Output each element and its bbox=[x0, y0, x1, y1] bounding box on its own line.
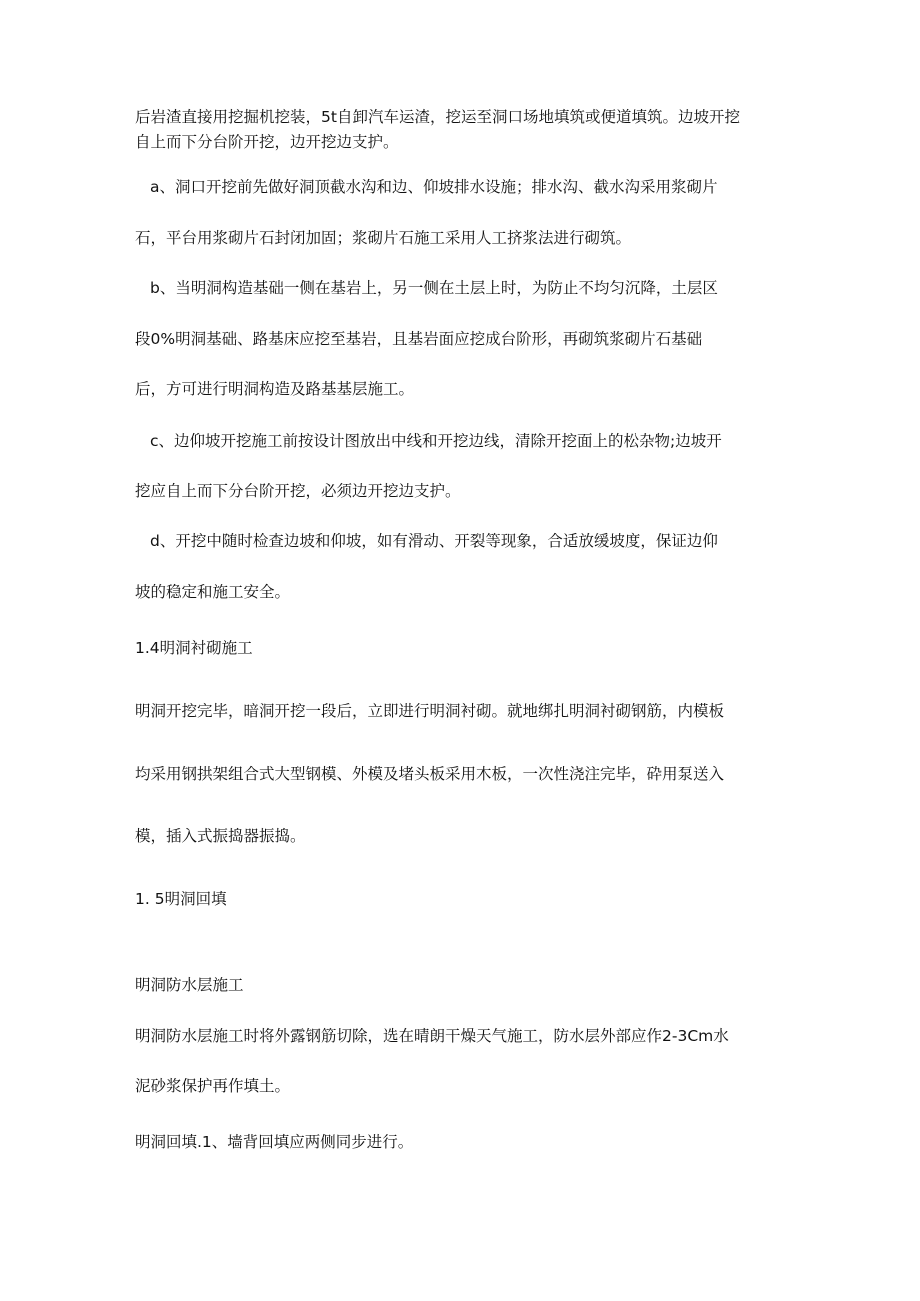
list-item-a-line: 石，平台用浆砌片石封闭加固；浆砌片石施工采用人工挤浆法进行砌筑。 bbox=[135, 229, 632, 247]
paragraph-line: 明洞回填.1、墙背回填应两侧同步进行。 bbox=[135, 1133, 414, 1151]
paragraph-line: 后岩渣直接用挖掘机挖装，5t自卸汽车运渣，挖运至洞口场地填筑或便道填筑。边坡开挖 bbox=[135, 108, 740, 126]
paragraph-line: 均采用钢拱架组合式大型钢模、外模及堵头板采用木板，一次性浇注完毕，砕用泵送入 bbox=[135, 765, 725, 783]
list-item-b-line: b、当明洞构造基础一侧在基岩上，另一侧在土层上时，为防止不均匀沉降，土层区 bbox=[150, 279, 718, 297]
paragraph-line: 自上而下分台阶开挖，边开挖边支护。 bbox=[135, 133, 399, 151]
section-heading: 1.4明洞衬砌施工 bbox=[135, 639, 253, 657]
list-item-c-line: c、边仰坡开挖施工前按设计图放出中线和开挖边线，清除开挖面上的松杂物;边坡开 bbox=[150, 432, 722, 450]
subsection-heading: 明洞防水层施工 bbox=[135, 976, 244, 994]
paragraph-line: 模，插入式振捣器振捣。 bbox=[135, 827, 306, 845]
list-item-c-line: 挖应自上而下分台阶开挖，必须边开挖边支护。 bbox=[135, 482, 461, 500]
list-item-b-line: 段0%明洞基础、路基床应挖至基岩，且基岩面应挖成台阶形，再砌筑浆砌片石基础 bbox=[135, 330, 703, 348]
paragraph-line: 泥砂浆保护再作填土。 bbox=[135, 1077, 291, 1095]
list-item-d-line: 坡的稳定和施工安全。 bbox=[135, 583, 291, 601]
list-item-a-line: a、洞口开挖前先做好洞顶截水沟和边、仰坡排水设施；排水沟、截水沟采用浆砌片 bbox=[150, 178, 718, 196]
section-heading: 1. 5明洞回填 bbox=[135, 890, 227, 908]
paragraph-line: 明洞防水层施工时将外露钢筋切除，选在晴朗干燥天气施工，防水层外部应作2-3Cm水 bbox=[135, 1027, 729, 1045]
list-item-b-line: 后，方可进行明洞构造及路基基层施工。 bbox=[135, 380, 415, 398]
list-item-d-line: d、开挖中随时检查边坡和仰坡，如有滑动、开裂等现象，合适放缓坡度，保证边仰 bbox=[150, 532, 718, 550]
paragraph-line: 明洞开挖完毕，暗洞开挖一段后，立即进行明洞衬砌。就地绑扎明洞衬砌钢筋，内模板 bbox=[135, 702, 725, 720]
